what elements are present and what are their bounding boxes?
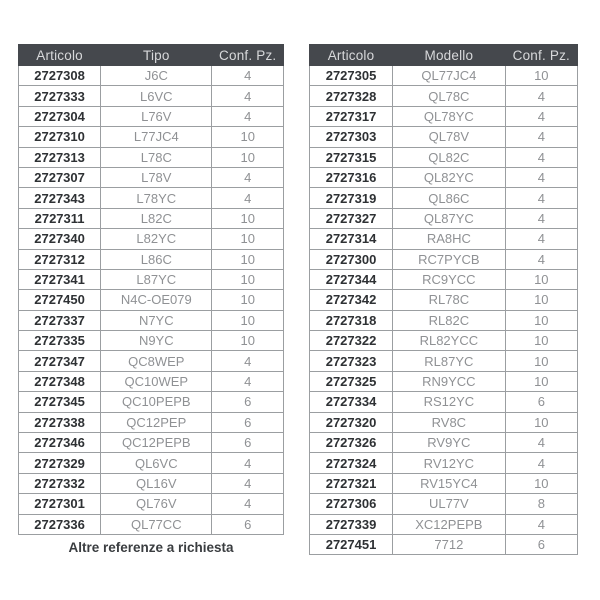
model-cell: RV8C bbox=[393, 412, 506, 432]
model-cell: QC10WEP bbox=[101, 371, 212, 391]
articolo-cell: 2727325 bbox=[310, 371, 393, 391]
table-row bbox=[19, 351, 284, 371]
qty-cell: 10 bbox=[212, 249, 284, 269]
qty-cell: 4 bbox=[505, 229, 577, 249]
articolo-cell: 2727321 bbox=[310, 473, 393, 493]
model-cell: 7712 bbox=[393, 534, 506, 554]
table-row bbox=[310, 310, 578, 330]
model-cell: L86C bbox=[101, 249, 212, 269]
table-row bbox=[310, 453, 578, 473]
model-cell: L76V bbox=[101, 106, 212, 126]
model-cell: N4C-OE079 bbox=[101, 290, 212, 310]
table-row bbox=[19, 188, 284, 208]
articolo-cell: 2727347 bbox=[19, 351, 101, 371]
right-parts-table bbox=[309, 44, 578, 555]
articolo-cell: 2727339 bbox=[310, 514, 393, 534]
table-row bbox=[310, 392, 578, 412]
model-cell: QL82YC bbox=[393, 167, 506, 187]
articolo-cell: 2727305 bbox=[310, 66, 393, 86]
left-header-conf-pz: Conf. Pz. bbox=[212, 45, 284, 66]
qty-cell: 6 bbox=[212, 412, 284, 432]
articolo-cell: 2727340 bbox=[19, 229, 101, 249]
table-row bbox=[19, 371, 284, 391]
articolo-cell: 2727342 bbox=[310, 290, 393, 310]
qty-cell: 4 bbox=[212, 371, 284, 391]
model-cell: XC12PEPB bbox=[393, 514, 506, 534]
model-cell: QC12PEPB bbox=[101, 433, 212, 453]
qty-cell: 4 bbox=[212, 473, 284, 493]
qty-cell: 4 bbox=[212, 453, 284, 473]
left-table-header-row bbox=[19, 45, 284, 66]
table-row bbox=[310, 412, 578, 432]
model-cell: RV15YC4 bbox=[393, 473, 506, 493]
model-cell: QC12PEP bbox=[101, 412, 212, 432]
model-cell: QL76V bbox=[101, 494, 212, 514]
table-row bbox=[19, 229, 284, 249]
qty-cell: 4 bbox=[505, 433, 577, 453]
table-row bbox=[19, 167, 284, 187]
articolo-cell: 2727334 bbox=[310, 392, 393, 412]
articolo-cell: 2727319 bbox=[310, 188, 393, 208]
articolo-cell: 2727343 bbox=[19, 188, 101, 208]
table-row bbox=[19, 106, 284, 126]
table-row bbox=[310, 331, 578, 351]
table-row bbox=[19, 514, 284, 534]
table-row bbox=[310, 534, 578, 554]
table-row bbox=[19, 310, 284, 330]
table-row bbox=[310, 106, 578, 126]
right-header-modello: Modello bbox=[393, 45, 506, 66]
articolo-cell: 2727311 bbox=[19, 208, 101, 228]
qty-cell: 10 bbox=[212, 229, 284, 249]
model-cell: RV9YC bbox=[393, 433, 506, 453]
right-table-header-row bbox=[310, 45, 578, 66]
model-cell: QL78YC bbox=[393, 106, 506, 126]
qty-cell: 6 bbox=[505, 392, 577, 412]
left-table-body bbox=[19, 66, 284, 535]
qty-cell: 4 bbox=[212, 167, 284, 187]
table-row bbox=[19, 331, 284, 351]
articolo-cell: 2727450 bbox=[19, 290, 101, 310]
qty-cell: 10 bbox=[212, 290, 284, 310]
model-cell: RL78C bbox=[393, 290, 506, 310]
model-cell: QL77CC bbox=[101, 514, 212, 534]
qty-cell: 6 bbox=[212, 514, 284, 534]
articolo-cell: 2727317 bbox=[310, 106, 393, 126]
table-row bbox=[310, 249, 578, 269]
model-cell: RL87YC bbox=[393, 351, 506, 371]
table-row bbox=[19, 392, 284, 412]
qty-cell: 4 bbox=[212, 86, 284, 106]
model-cell: L77JC4 bbox=[101, 127, 212, 147]
table-row bbox=[310, 269, 578, 289]
qty-cell: 10 bbox=[505, 473, 577, 493]
model-cell: UL77V bbox=[393, 494, 506, 514]
table-row bbox=[310, 127, 578, 147]
model-cell: QL82C bbox=[393, 147, 506, 167]
table-row bbox=[19, 453, 284, 473]
qty-cell: 4 bbox=[212, 494, 284, 514]
model-cell: N9YC bbox=[101, 331, 212, 351]
table-row bbox=[310, 290, 578, 310]
qty-cell: 4 bbox=[505, 86, 577, 106]
model-cell: RL82C bbox=[393, 310, 506, 330]
table-row bbox=[19, 86, 284, 106]
articolo-cell: 2727333 bbox=[19, 86, 101, 106]
model-cell: RV12YC bbox=[393, 453, 506, 473]
model-cell: J6C bbox=[101, 66, 212, 86]
qty-cell: 4 bbox=[212, 188, 284, 208]
table-row bbox=[310, 86, 578, 106]
qty-cell: 4 bbox=[505, 188, 577, 208]
articolo-cell: 2727324 bbox=[310, 453, 393, 473]
table-row bbox=[19, 66, 284, 86]
articolo-cell: 2727337 bbox=[19, 310, 101, 330]
left-header-articolo: Articolo bbox=[19, 45, 101, 66]
articolo-cell: 2727310 bbox=[19, 127, 101, 147]
articolo-cell: 2727338 bbox=[19, 412, 101, 432]
articolo-cell: 2727301 bbox=[19, 494, 101, 514]
articolo-cell: 2727320 bbox=[310, 412, 393, 432]
table-row bbox=[19, 473, 284, 493]
model-cell: QC8WEP bbox=[101, 351, 212, 371]
qty-cell: 10 bbox=[212, 208, 284, 228]
qty-cell: 10 bbox=[212, 127, 284, 147]
articolo-cell: 2727451 bbox=[310, 534, 393, 554]
table-row bbox=[19, 494, 284, 514]
qty-cell: 4 bbox=[505, 514, 577, 534]
table-row bbox=[310, 66, 578, 86]
table-row bbox=[19, 249, 284, 269]
qty-cell: 10 bbox=[505, 351, 577, 371]
articolo-cell: 2727303 bbox=[310, 127, 393, 147]
model-cell: RC9YCC bbox=[393, 269, 506, 289]
model-cell: L78V bbox=[101, 167, 212, 187]
articolo-cell: 2727329 bbox=[19, 453, 101, 473]
left-header-tipo: Tipo bbox=[101, 45, 212, 66]
model-cell: QL86C bbox=[393, 188, 506, 208]
model-cell: L87YC bbox=[101, 269, 212, 289]
model-cell: L78YC bbox=[101, 188, 212, 208]
articolo-cell: 2727316 bbox=[310, 167, 393, 187]
table-row bbox=[310, 371, 578, 391]
qty-cell: 10 bbox=[505, 269, 577, 289]
qty-cell: 10 bbox=[212, 310, 284, 330]
articolo-cell: 2727332 bbox=[19, 473, 101, 493]
table-row bbox=[310, 473, 578, 493]
articolo-cell: 2727345 bbox=[19, 392, 101, 412]
right-header-conf-pz: Conf. Pz. bbox=[505, 45, 577, 66]
qty-cell: 4 bbox=[505, 106, 577, 126]
qty-cell: 4 bbox=[505, 147, 577, 167]
articolo-cell: 2727336 bbox=[19, 514, 101, 534]
articolo-cell: 2727327 bbox=[310, 208, 393, 228]
articolo-cell: 2727313 bbox=[19, 147, 101, 167]
table-row bbox=[19, 433, 284, 453]
table-row bbox=[19, 147, 284, 167]
model-cell: RS12YC bbox=[393, 392, 506, 412]
table-row bbox=[19, 290, 284, 310]
model-cell: QL78C bbox=[393, 86, 506, 106]
qty-cell: 10 bbox=[212, 147, 284, 167]
articolo-cell: 2727300 bbox=[310, 249, 393, 269]
table-row bbox=[310, 433, 578, 453]
articolo-cell: 2727344 bbox=[310, 269, 393, 289]
table-row bbox=[310, 351, 578, 371]
table-row bbox=[310, 167, 578, 187]
model-cell: RC7PYCB bbox=[393, 249, 506, 269]
qty-cell: 10 bbox=[505, 331, 577, 351]
articolo-cell: 2727312 bbox=[19, 249, 101, 269]
table-row bbox=[19, 208, 284, 228]
model-cell: QL78V bbox=[393, 127, 506, 147]
articolo-cell: 2727314 bbox=[310, 229, 393, 249]
qty-cell: 10 bbox=[505, 371, 577, 391]
articolo-cell: 2727308 bbox=[19, 66, 101, 86]
articolo-cell: 2727335 bbox=[19, 331, 101, 351]
left-parts-table bbox=[18, 44, 284, 535]
model-cell: L82C bbox=[101, 208, 212, 228]
qty-cell: 8 bbox=[505, 494, 577, 514]
qty-cell: 10 bbox=[505, 310, 577, 330]
model-cell: QC10PEPB bbox=[101, 392, 212, 412]
qty-cell: 4 bbox=[505, 167, 577, 187]
qty-cell: 4 bbox=[505, 208, 577, 228]
qty-cell: 6 bbox=[505, 534, 577, 554]
articolo-cell: 2727328 bbox=[310, 86, 393, 106]
articolo-cell: 2727318 bbox=[310, 310, 393, 330]
qty-cell: 4 bbox=[212, 106, 284, 126]
qty-cell: 4 bbox=[505, 249, 577, 269]
table-row bbox=[310, 494, 578, 514]
model-cell: QL6VC bbox=[101, 453, 212, 473]
table-row bbox=[310, 229, 578, 249]
model-cell: RL82YCC bbox=[393, 331, 506, 351]
table-row bbox=[310, 208, 578, 228]
right-header-articolo: Articolo bbox=[310, 45, 393, 66]
table-row bbox=[310, 147, 578, 167]
table-row bbox=[310, 514, 578, 534]
qty-cell: 6 bbox=[212, 433, 284, 453]
articolo-cell: 2727315 bbox=[310, 147, 393, 167]
articolo-cell: 2727306 bbox=[310, 494, 393, 514]
qty-cell: 10 bbox=[505, 290, 577, 310]
right-table-body bbox=[310, 66, 578, 555]
model-cell: QL16V bbox=[101, 473, 212, 493]
articolo-cell: 2727304 bbox=[19, 106, 101, 126]
articolo-cell: 2727348 bbox=[19, 371, 101, 391]
qty-cell: 10 bbox=[505, 66, 577, 86]
qty-cell: 4 bbox=[212, 66, 284, 86]
qty-cell: 6 bbox=[212, 392, 284, 412]
model-cell: L78C bbox=[101, 147, 212, 167]
articolo-cell: 2727322 bbox=[310, 331, 393, 351]
qty-cell: 4 bbox=[212, 351, 284, 371]
model-cell: RA8HC bbox=[393, 229, 506, 249]
table-row bbox=[310, 188, 578, 208]
qty-cell: 10 bbox=[212, 269, 284, 289]
articolo-cell: 2727326 bbox=[310, 433, 393, 453]
model-cell: RN9YCC bbox=[393, 371, 506, 391]
model-cell: L82YC bbox=[101, 229, 212, 249]
footer-note: Altre referenze a richiesta bbox=[68, 540, 234, 555]
qty-cell: 4 bbox=[505, 127, 577, 147]
model-cell: QL87YC bbox=[393, 208, 506, 228]
qty-cell: 10 bbox=[505, 412, 577, 432]
table-row bbox=[19, 269, 284, 289]
model-cell: QL77JC4 bbox=[393, 66, 506, 86]
articolo-cell: 2727341 bbox=[19, 269, 101, 289]
table-row bbox=[19, 412, 284, 432]
model-cell: L6VC bbox=[101, 86, 212, 106]
qty-cell: 10 bbox=[212, 331, 284, 351]
articolo-cell: 2727346 bbox=[19, 433, 101, 453]
table-row bbox=[19, 127, 284, 147]
articolo-cell: 2727307 bbox=[19, 167, 101, 187]
model-cell: N7YC bbox=[101, 310, 212, 330]
qty-cell: 4 bbox=[505, 453, 577, 473]
articolo-cell: 2727323 bbox=[310, 351, 393, 371]
